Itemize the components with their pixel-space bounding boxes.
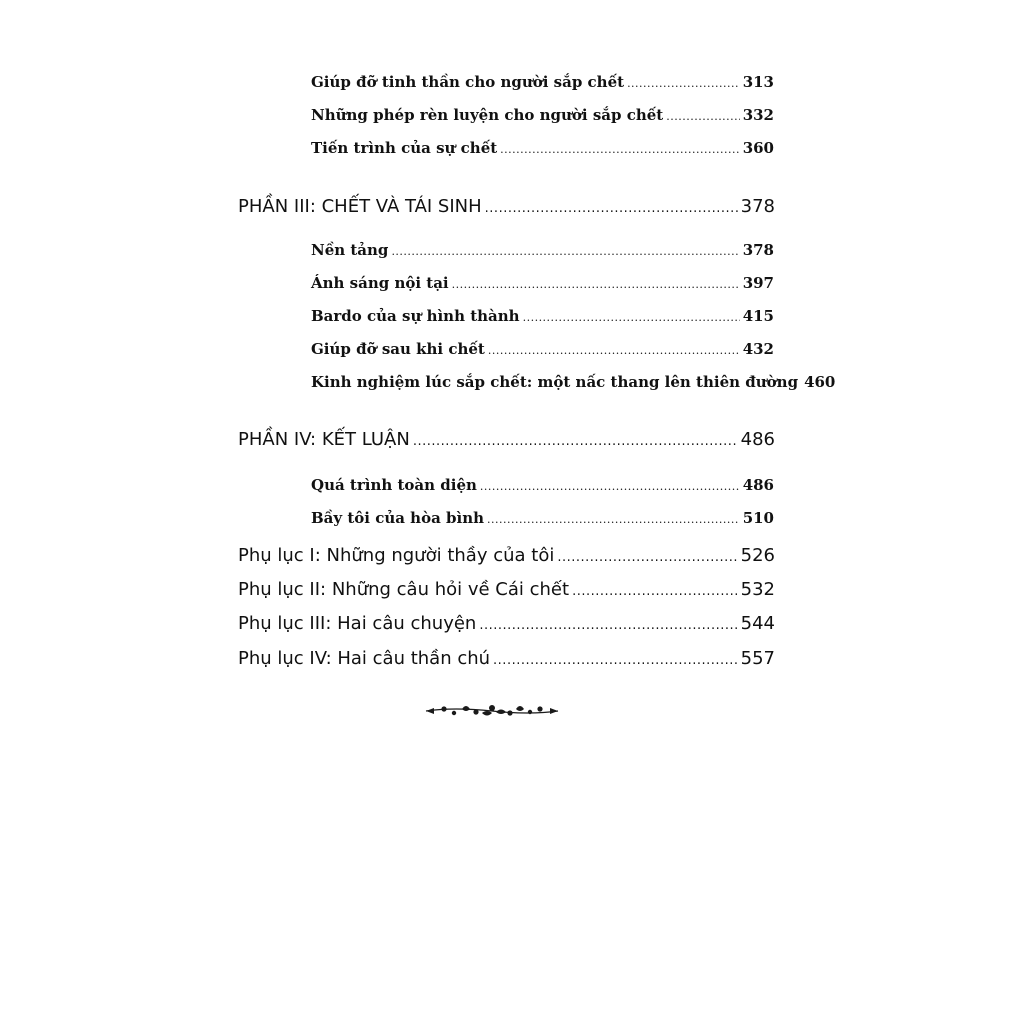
toc-entry[interactable] (311, 476, 774, 494)
toc-leader-dots (485, 201, 738, 216)
toc-leader-dots (523, 311, 740, 324)
toc-entry[interactable] (311, 307, 774, 325)
toc-appendix-entry[interactable] (238, 579, 775, 600)
toc-entry[interactable] (311, 139, 774, 157)
toc-entry[interactable] (311, 340, 774, 358)
toc-entry-title: Tiến trình của sự chết (311, 139, 498, 157)
toc-entry[interactable] (311, 373, 836, 391)
toc-entry-page: 510 (742, 509, 774, 527)
toc-appendix-entry[interactable] (238, 545, 775, 566)
toc-entry-title: Phụ lục II: Những câu hỏi về Cái chết (238, 579, 570, 600)
toc-leader-dots (557, 550, 737, 565)
toc-leader-dots (500, 143, 740, 156)
floral-divider-icon (424, 700, 560, 722)
toc-entry[interactable] (311, 509, 774, 527)
toc-leader-dots (572, 584, 738, 599)
toc-leader-dots (479, 618, 737, 633)
toc-entry-title: Nền tảng (311, 241, 389, 259)
toc-entry-page: 526 (740, 545, 775, 566)
toc-entry-page: 486 (740, 429, 775, 450)
toc-entry-page: 378 (740, 196, 775, 217)
toc-entry-page: 460 (804, 373, 836, 391)
toc-part-heading[interactable] (238, 196, 775, 217)
toc-leader-dots (480, 480, 740, 493)
toc-leader-dots (452, 278, 740, 291)
toc-entry-title: Phụ lục III: Hai câu chuyện (238, 613, 477, 634)
toc-part-heading[interactable] (238, 429, 775, 450)
toc-entry-title: Quá trình toàn diện (311, 476, 477, 494)
toc-leader-dots (627, 77, 740, 90)
toc-entry[interactable] (311, 73, 774, 91)
toc-entry-title: Kinh nghiệm lúc sắp chết: một nấc thang lên thiên đường (311, 373, 799, 391)
toc-entry-page: 432 (742, 340, 774, 358)
toc-entry-page: 313 (742, 73, 774, 91)
toc-entry-title: Phụ lục I: Những người thầy của tôi (238, 545, 555, 566)
toc-entry-page: 532 (740, 579, 775, 600)
toc-entry-page: 378 (742, 241, 774, 259)
toc-entry[interactable] (311, 274, 774, 292)
toc-leader-dots (487, 513, 740, 526)
toc-leader-dots (493, 653, 738, 668)
toc-leader-dots (413, 434, 738, 449)
toc-entry-title: Bardo của sự hình thành (311, 307, 520, 325)
toc-entry-page: 486 (742, 476, 774, 494)
toc-appendix-entry[interactable] (238, 648, 775, 669)
toc-entry-title: Giúp đỡ tinh thần cho người sắp chết (311, 73, 625, 91)
toc-entry-title: PHẦN IV: KẾT LUẬN (238, 429, 410, 450)
toc-appendix-entry[interactable] (238, 613, 775, 634)
toc-entry-title: Những phép rèn luyện cho người sắp chết (311, 106, 664, 124)
toc-entry-title: PHẦN III: CHẾT VÀ TÁI SINH (238, 196, 482, 217)
toc-entry-page: 397 (742, 274, 774, 292)
toc-entry-title: Ánh sáng nội tại (311, 274, 449, 292)
toc-entry-page: 415 (742, 307, 774, 325)
toc-entry-page: 332 (742, 106, 774, 124)
toc-entry-title: Bầy tôi của hòa bình (311, 509, 485, 527)
toc-entry-title: Giúp đỡ sau khi chết (311, 340, 485, 358)
toc-entry-page: 360 (742, 139, 774, 157)
toc-leader-dots (488, 344, 740, 357)
toc-entry[interactable] (311, 241, 774, 259)
toc-entry-page: 557 (740, 648, 775, 669)
toc-leader-dots (666, 110, 739, 123)
toc-entry-title: Phụ lục IV: Hai câu thần chú (238, 648, 491, 669)
toc-entry-page: 544 (740, 613, 775, 634)
toc-leader-dots (391, 245, 739, 258)
toc-entry[interactable] (311, 106, 774, 124)
